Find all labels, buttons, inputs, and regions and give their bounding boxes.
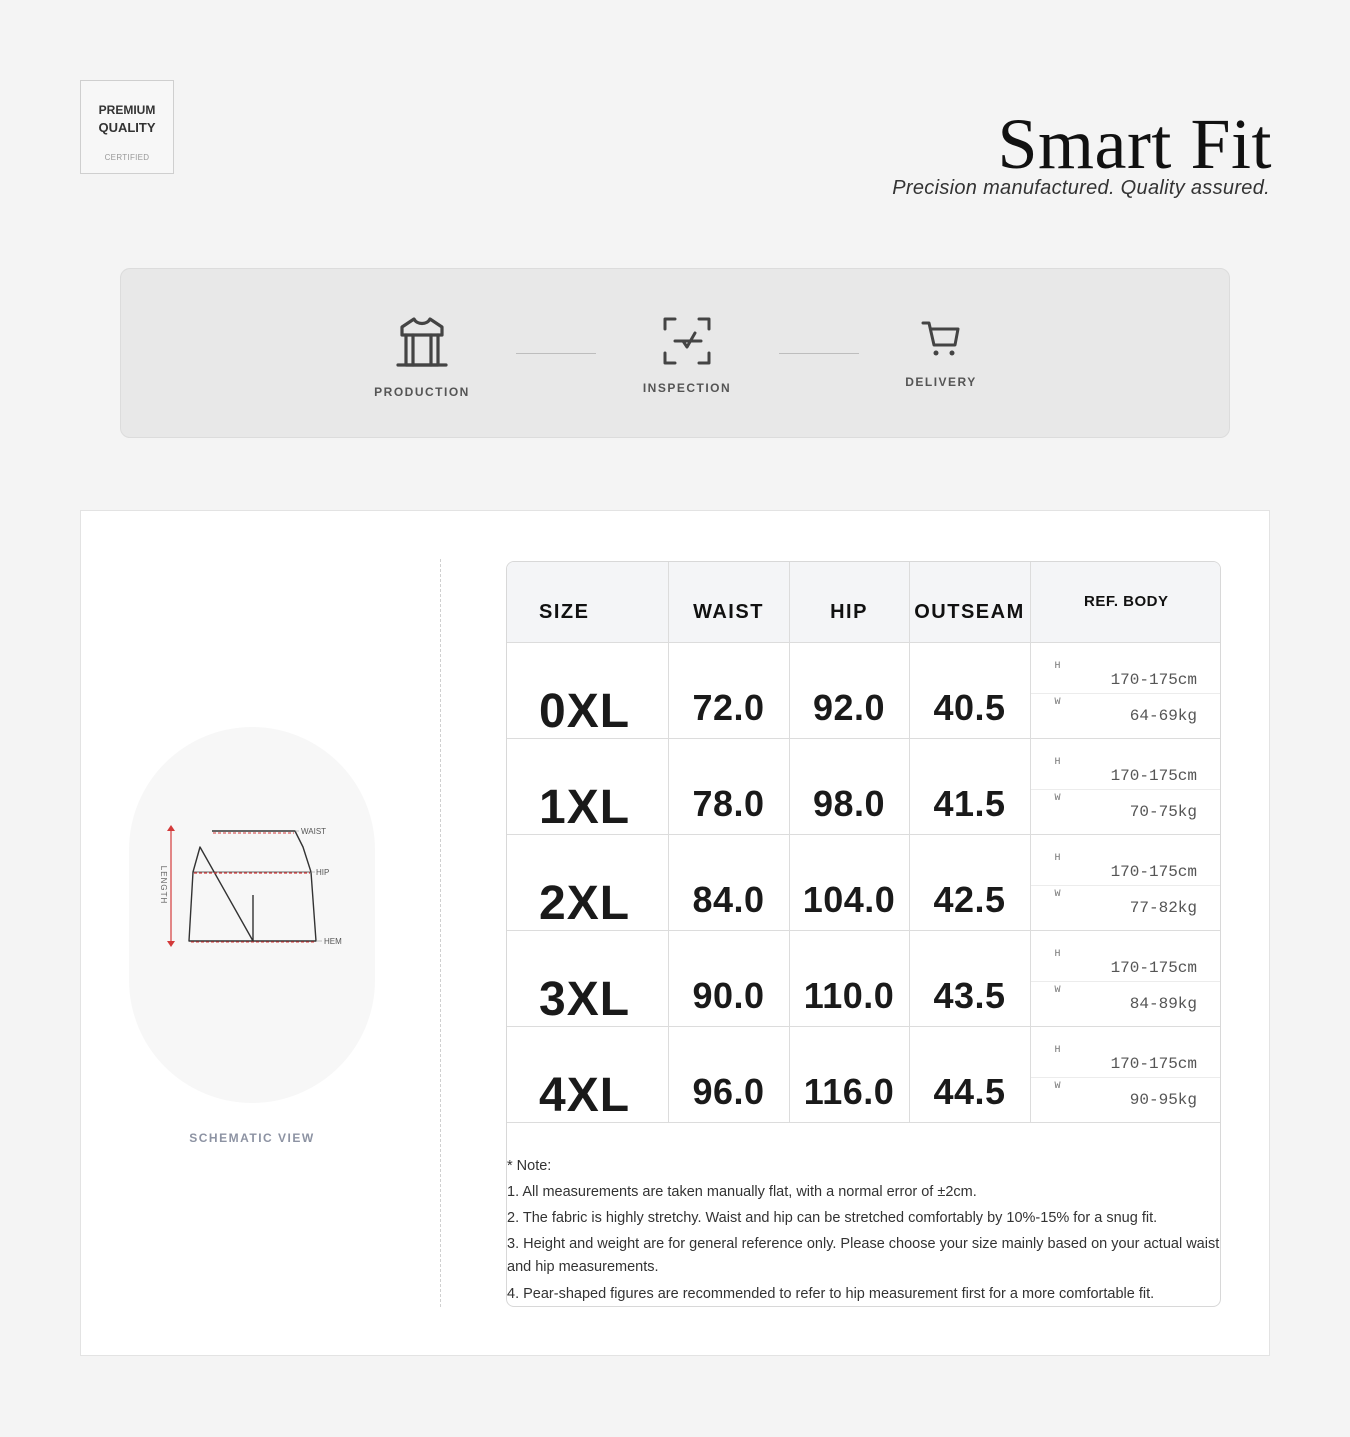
brand-title: Smart Fit [997,104,1272,184]
brand-subtitle: Precision manufactured. Quality assured. [892,177,1270,199]
ref-weight-line [1031,981,1222,1017]
header-size: SIZE [507,562,668,642]
waist-cell: 96.0 [668,1026,789,1122]
ref-body-cell [1030,834,1221,930]
ref-height-line [1031,753,1222,790]
hip-cell: 110.0 [789,930,909,1026]
ref-body-cell [1030,930,1221,1026]
step-production [342,315,502,399]
ref-weight-value: 90-95kg [1129,1090,1197,1109]
size-cell: 0XL [507,642,668,738]
outseam-cell: 44.5 [909,1026,1030,1122]
waist-cell: 90.0 [668,930,789,1026]
ref-weight-value: 84-89kg [1129,994,1197,1013]
process-strip [120,268,1230,438]
size-cell: 1XL [507,738,668,834]
waist-callout: WAIST [301,827,327,836]
header-outseam: OUTSEAM [909,562,1030,642]
ref-height-key: H [1054,756,1061,768]
section-divider [440,559,441,1307]
header-waist: WAIST [668,562,789,642]
hip-cell: 104.0 [789,834,909,930]
ref-weight-key: W [1054,984,1061,996]
ref-height-line [1031,849,1222,886]
ref-height-line [1031,945,1222,982]
ref-height-line [1031,657,1222,694]
ref-height-value: 170-175cm [1110,766,1197,785]
ref-height-value: 170-175cm [1110,1054,1197,1073]
outseam-cell: 42.5 [909,834,1030,930]
schematic-label: SCHEMATIC VIEW [189,1131,315,1145]
cart-icon [921,319,961,359]
hip-callout: HIP [316,868,330,877]
header-ref-body: REF. BODY [1030,562,1221,642]
ref-height-key: H [1054,660,1061,672]
ref-weight-value: 64-69kg [1129,706,1197,725]
scan-check-icon [661,315,713,367]
note-item: 4. Pear-shaped figures are recommended to refer to hip measurement first for a more comfortable fit. [507,1285,1155,1302]
ref-weight-line [1031,1077,1222,1113]
size-table [507,562,1221,1123]
waist-cell: 78.0 [668,738,789,834]
ref-weight-key: W [1054,888,1061,900]
step-connector [779,353,859,354]
note-item: 3. Height and weight are for general reference only. Please choose your size mainly based on your actual waist and hip measurements. [507,1235,1220,1275]
outseam-cell: 43.5 [909,930,1030,1026]
size-cell: 2XL [507,834,668,930]
outseam-cell: 40.5 [909,642,1030,738]
waist-cell: 72.0 [668,642,789,738]
ref-body-cell [1030,738,1221,834]
shirt-box-icon [394,315,450,371]
header-hip: HIP [789,562,909,642]
note-item: 2. The fabric is highly stretchy. Waist and hip can be stretched comfortably by 10%-15% for a snug fit. [507,1209,1158,1226]
badge-line-1: PREMIUM [98,103,156,117]
ref-height-key: H [1054,852,1061,864]
ref-height-value: 170-175cm [1110,670,1197,689]
ref-weight-key: W [1054,792,1061,804]
ref-height-key: H [1054,1044,1061,1056]
notes [507,1123,1220,1307]
size-cell: 4XL [507,1026,668,1122]
badge-line-2: QUALITY [98,120,156,135]
ref-height-key: H [1054,948,1061,960]
size-table-container [506,561,1221,1307]
step-delivery [861,319,1021,389]
note-item: 1. All measurements are taken manually flat, with a normal error of ±2cm. [507,1183,977,1200]
table-row [507,738,1221,834]
step-production-label: PRODUCTION [374,385,470,399]
table-row [507,1026,1221,1122]
ref-weight-line [1031,693,1222,729]
hip-cell: 116.0 [789,1026,909,1122]
size-chart-card [80,510,1270,1356]
ref-weight-line [1031,789,1222,825]
shorts-schematic [153,817,353,977]
badge-line-3: CERTIFIED [104,153,150,162]
step-delivery-label: DELIVERY [905,375,977,389]
ref-height-value: 170-175cm [1110,862,1197,881]
waist-cell: 84.0 [668,834,789,930]
ref-height-line [1031,1041,1222,1078]
step-inspection [607,315,767,395]
hip-cell: 98.0 [789,738,909,834]
size-cell: 3XL [507,930,668,1026]
length-callout: LENGTH [159,865,168,905]
step-inspection-label: INSPECTION [642,381,732,395]
ref-weight-value: 77-82kg [1129,898,1197,917]
step-connector [516,353,596,354]
quality-badge [80,80,174,174]
ref-body-cell [1030,642,1221,738]
ref-weight-key: W [1054,1080,1061,1092]
ref-weight-line [1031,885,1222,921]
table-row [507,834,1221,930]
hem-callout: HEM [324,937,342,946]
notes-title: * Note: [507,1157,552,1174]
ref-height-value: 170-175cm [1110,958,1197,977]
ref-weight-value: 70-75kg [1129,802,1197,821]
table-row [507,642,1221,738]
hip-cell: 92.0 [789,642,909,738]
outseam-cell: 41.5 [909,738,1030,834]
ref-weight-key: W [1054,696,1061,708]
table-header-row [507,562,1221,642]
table-row [507,930,1221,1026]
ref-body-cell [1030,1026,1221,1122]
